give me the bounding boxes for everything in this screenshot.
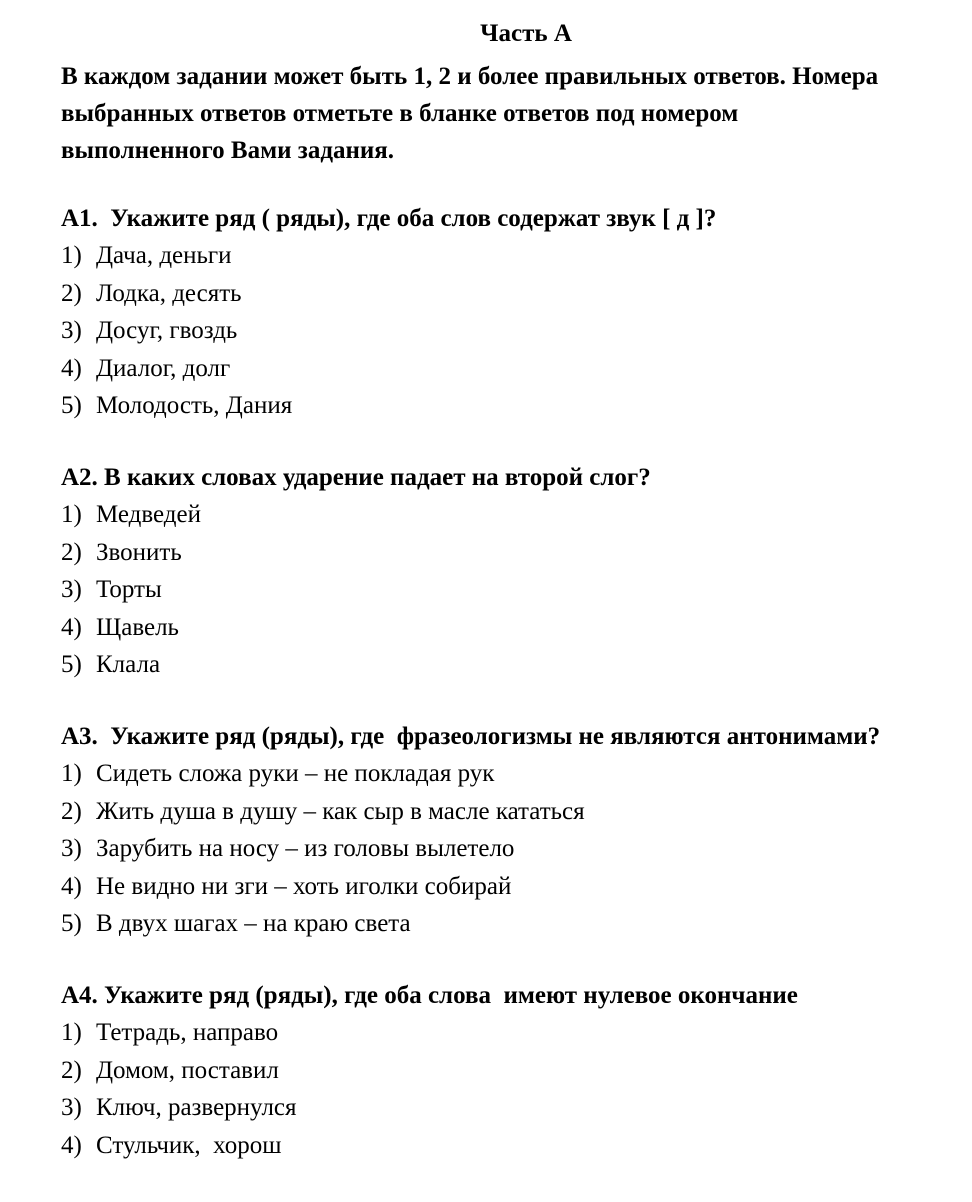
option-text: Молодость, Дания xyxy=(96,392,293,420)
option-number: 5) xyxy=(61,910,82,938)
option-text: Сидеть сложа руки – не покладая рук xyxy=(96,760,495,787)
option-text: Домом, поставил xyxy=(96,1056,279,1084)
question-a1 xyxy=(61,201,716,425)
answer-option xyxy=(61,571,651,609)
option-number: 3) xyxy=(61,1094,82,1122)
answer-option xyxy=(61,755,880,793)
option-number: 2) xyxy=(61,1056,82,1084)
answer-option xyxy=(61,275,716,313)
option-number: 5) xyxy=(61,651,82,679)
instructions-line: выполненного Вами задания. xyxy=(61,137,395,164)
answer-option xyxy=(61,534,651,572)
option-text: Досуг, гвоздь xyxy=(96,317,238,345)
question-a3 xyxy=(61,719,880,943)
instructions-line: выбранных ответов отметьте в бланке ответов под номером xyxy=(61,100,739,127)
option-text: Торты xyxy=(96,576,162,604)
option-text: Дача, деньги xyxy=(96,242,232,269)
option-number: 2) xyxy=(61,538,82,566)
option-number: 5) xyxy=(61,392,82,420)
option-text: Диалог, долг xyxy=(96,354,231,382)
option-text: Клала xyxy=(96,651,161,679)
option-number: 3) xyxy=(61,317,82,345)
option-text: Стульчик, хорош xyxy=(96,1131,282,1159)
option-text: Ключ, развернулся xyxy=(96,1094,297,1122)
option-text: Медведей xyxy=(96,501,202,528)
question-a4 xyxy=(61,978,798,1164)
option-number: 2) xyxy=(61,279,82,307)
answer-option xyxy=(61,1089,798,1127)
option-number: 1) xyxy=(61,1019,82,1046)
option-text: В двух шагах – на краю света xyxy=(96,910,411,938)
answer-option xyxy=(61,312,716,350)
answer-option xyxy=(61,905,880,943)
answer-option xyxy=(61,1014,798,1052)
option-number: 4) xyxy=(61,872,82,900)
answer-option xyxy=(61,868,880,906)
answer-option xyxy=(61,646,651,684)
option-number: 4) xyxy=(61,1131,82,1159)
answer-options xyxy=(61,496,651,684)
instructions xyxy=(61,58,878,169)
option-text: Зарубить на носу – из головы вылетело xyxy=(96,835,515,863)
answer-option xyxy=(61,237,716,275)
answer-option xyxy=(61,496,651,534)
option-text: Звонить xyxy=(96,538,182,566)
option-number: 2) xyxy=(61,797,82,825)
question-text: А2. В каких словах ударение падает на второй слог? xyxy=(61,464,651,491)
question-text: А3. Укажите ряд (ряды), где фразеологизмы не являются антонимами? xyxy=(61,723,881,750)
answer-option xyxy=(61,350,716,388)
option-number: 1) xyxy=(61,760,82,787)
answer-option xyxy=(61,387,716,425)
question-text: А1. Укажите ряд ( ряды), где оба слов содержат звук [ д ]? xyxy=(61,205,717,232)
question-a2 xyxy=(61,460,651,684)
answer-option xyxy=(61,830,880,868)
option-text: Жить душа в душу – как сыр в масле кататься xyxy=(96,797,585,825)
answer-options xyxy=(61,1014,798,1164)
option-number: 3) xyxy=(61,835,82,863)
option-text: Лодка, десять xyxy=(96,279,242,307)
option-number: 1) xyxy=(61,501,82,528)
answer-option xyxy=(61,1127,798,1165)
option-number: 3) xyxy=(61,576,82,604)
option-number: 1) xyxy=(61,242,82,269)
option-number: 4) xyxy=(61,613,82,641)
option-text: Щавель xyxy=(96,613,179,641)
instructions-line: В каждом задании может быть 1, 2 и более правильных ответов. Номера xyxy=(61,63,879,90)
question-text: А4. Укажите ряд (ряды), где оба слова имеют нулевое окончание xyxy=(61,982,798,1009)
answer-options xyxy=(61,755,880,943)
answer-option xyxy=(61,609,651,647)
option-text: Тетрадь, направо xyxy=(96,1019,279,1046)
answer-option xyxy=(61,793,880,831)
page-title: Часть А xyxy=(480,20,572,47)
answer-options xyxy=(61,237,716,425)
answer-option xyxy=(61,1052,798,1090)
option-text: Не видно ни зги – хоть иголки собирай xyxy=(96,872,512,900)
option-number: 4) xyxy=(61,354,82,382)
